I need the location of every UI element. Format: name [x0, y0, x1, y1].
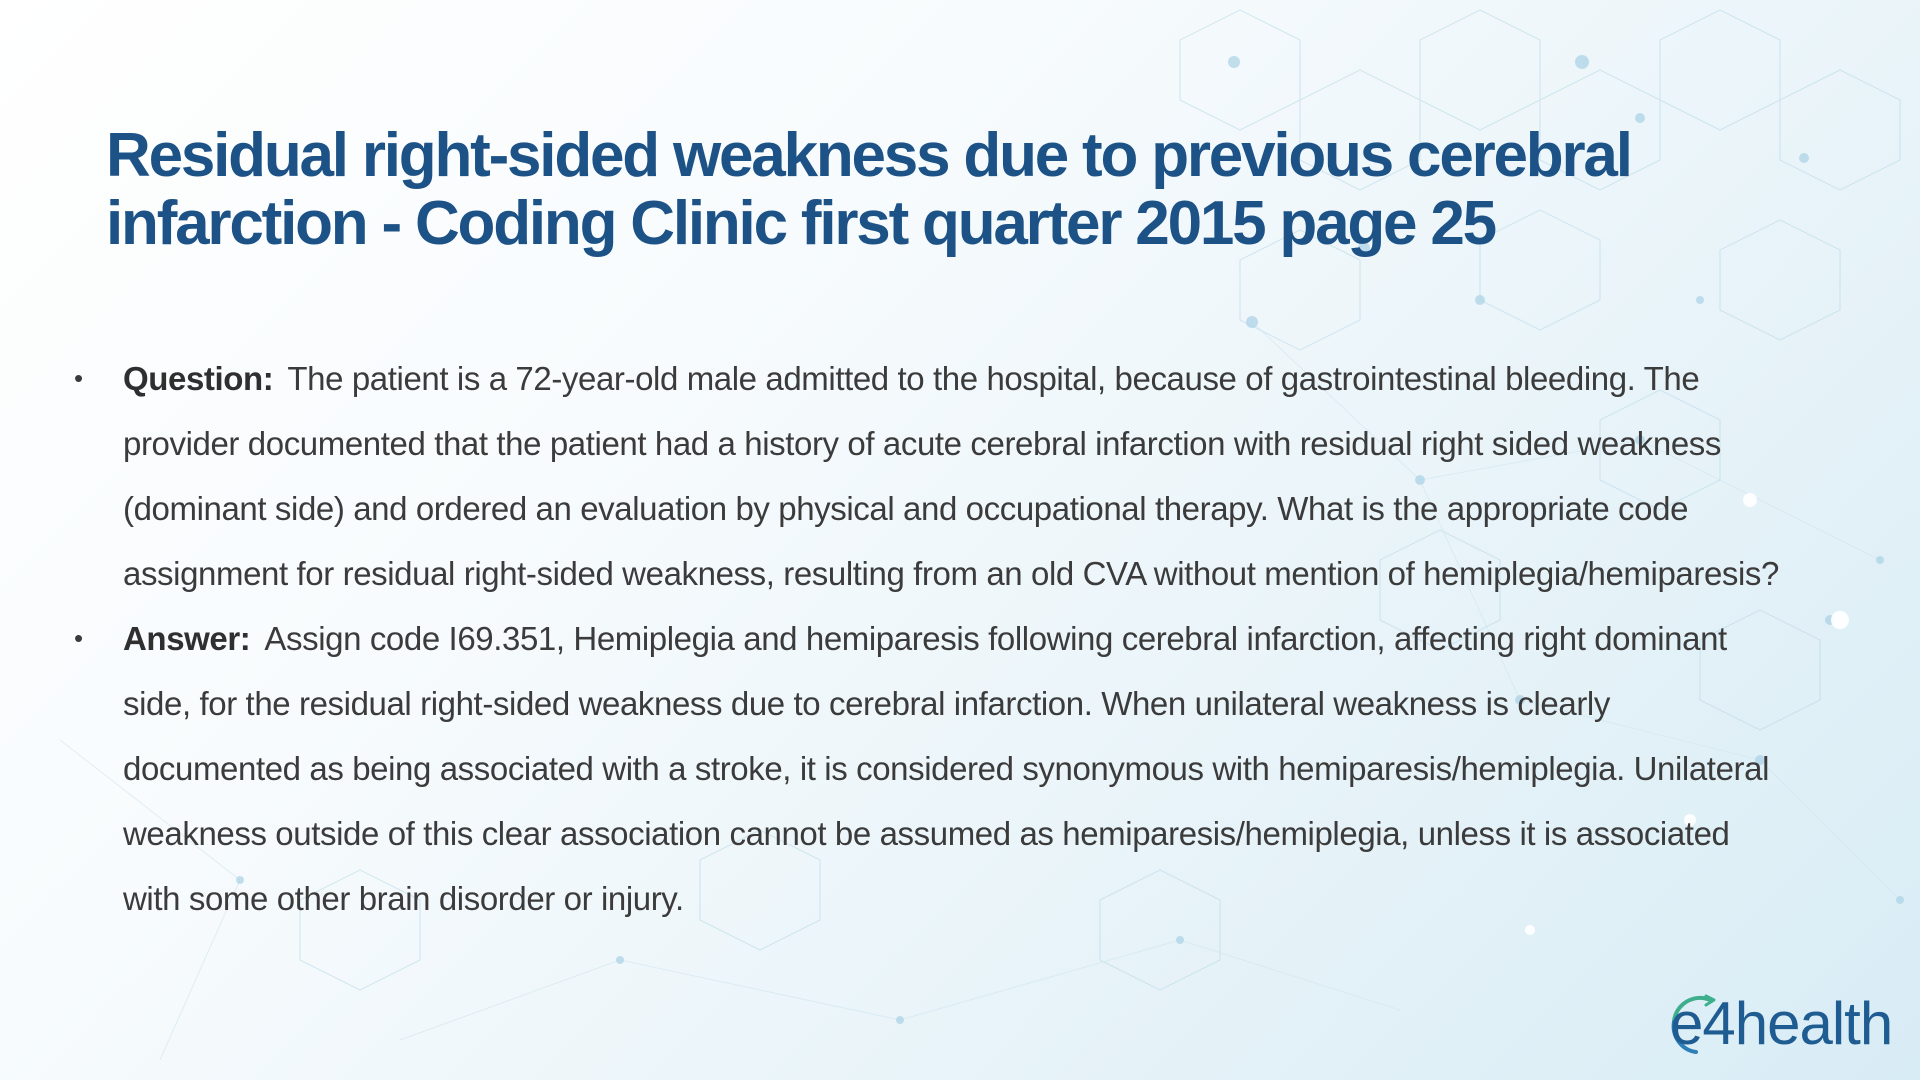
slide-title-line-1: Residual right-sided weakness due to previous cerebral: [106, 121, 1631, 190]
e4health-logo: [1666, 988, 1896, 1060]
answer-label: Answer:: [123, 620, 251, 657]
answer-bullet: [72, 606, 1792, 931]
question-bullet: [72, 346, 1792, 606]
question-text: The patient is a 72-year-old male admitted to the hospital, because of gastrointestinal bleeding. The provider documented that the patient had a history of acute cerebral infarction with residual right sided weakness (dominant side) and ordered an evaluation by physical and occupational therapy. What is the appropriate code assignment for residual right-sided weakness, resulting from an old CVA without mention of hemiplegia/hemiparesis?: [123, 360, 1779, 592]
bullet-list: [72, 346, 1792, 931]
question-label: Question:: [123, 360, 274, 397]
slide-title: [106, 122, 1806, 258]
logo-text: e4health: [1670, 990, 1893, 1057]
bullet-dot-icon: •: [74, 363, 83, 393]
bullet-dot-icon: •: [74, 623, 83, 653]
answer-text: Assign code I69.351, Hemiplegia and hemiparesis following cerebral infarction, affecting right dominant side, for the residual right-sided weakness due to cerebral infarction. When unilateral weakness is clearly documented as being associated with a stroke, it is considered synonymous with hemiparesis/hemiplegia. Unilateral weakness outside of this clear association cannot be assumed as hemiparesis/hemiplegia, unless it is associated with some other brain disorder or injury.: [123, 620, 1770, 917]
slide-title-line-2: infarction - Coding Clinic first quarter 2015 page 25: [106, 189, 1495, 258]
